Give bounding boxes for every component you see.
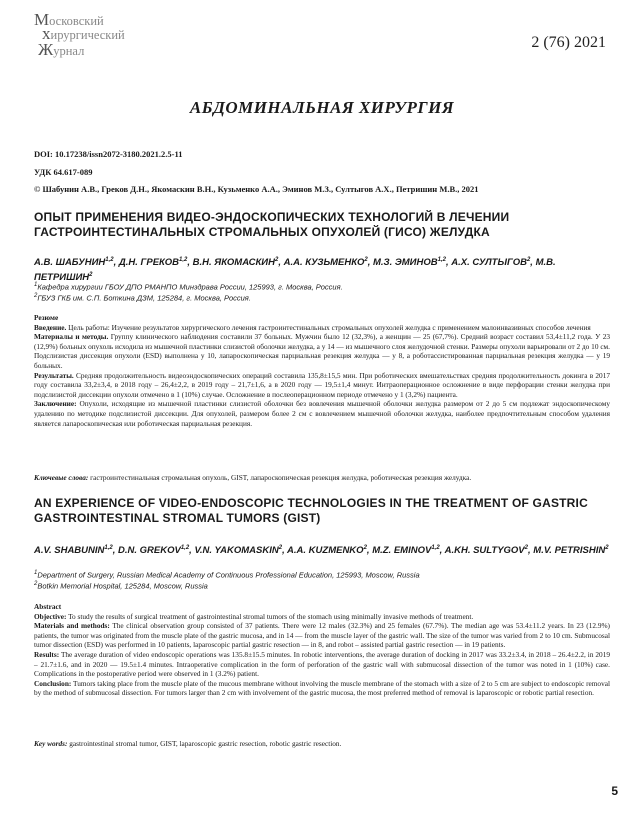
keywords-en: Key words: gastrointestinal stromal tumor, GIST, laparoscopic gastric resection, robotic gastric resection. <box>34 739 342 748</box>
abstract-ru: Резюме Введение. Цель работы: Изучение результатов хирургического лечения гастроинтестинальных стромальных опухолей желудка с применением малоинвазивных способов лечения Материалы и методы. Группу клинического наблюдения составили 37 больных. Мужчин было 12 (32,3%), а женщин — 25 (67,7%). Средний возраст составил 53,4±11,2 года. У 23 (12,9%) больных опухоль исходила из мышечной пластинки слизистой оболочки желудка, а у 14 — из мышечного слоя желудочной стенки. Размеры опухоли варьировали от 2 до 10 см. Подслизистая диссекция опухоли (ESD) выполнена у 10, лапароскопическая парциальная резекция желудка — у 8, а роботассистированная парциальная резекция желудка — у 19 больных. Результаты. Средняя продолжительность видеоэндоскопических операций составила 135,8±15,5 мин. При роботических вмешательствах средняя продолжительность докинга в 2017 году составила 33,2±3,4, в 2018 году – 26,4±2,2, в 2019 году – 21,7±1,6, а в 2020 году — 19,5±1,4 минут. Интраоперационное осложнение в виде перфорации стенки желудка при подслизистой диссекции опухоли отмечено в 1 (10%) случае. Осложнение в послеоперационном периоде отмечено у 1 (3,2%) пациента. Заключение: Опухоли, исходящие из мышечной пластинки слизистой оболочки без вовлечения мышечной оболочки желудка размером от 2 до 5 см подлежат эндоскопическому удалению по методике подслизистой диссекции. Для опухолей, размером более 2 см с вовлечением мышечной оболочки желудка, наиболее предпочтительным способом удаления является лапароскопическая или роботическая парциальная резекция. <box>34 313 611 428</box>
author: M.Z. EMINOV$^{1,2}$ <box>372 545 440 557</box>
author: M.V. PETRISHIN$^2$ <box>533 545 609 557</box>
authors-en: A.V. SHABUNIN$^{1,2}$, D.N. GREKOV$^{1,2}$, V.N. YAKOMASKIN$^2$, A.A. KUZMENKO$^2$, M.Z. EMINOV$^{1,2}$, A.KH. SULTYGOV$^2$, M.V. PETRISHIN$^2$ <box>34 545 609 557</box>
author: Д.Н. ГРЕКОВ$^{1,2}$ <box>118 257 188 269</box>
doi: DOI: 10.17238/issn2072-3180.2021.2.5-11 <box>34 149 183 159</box>
author: A.A. KUZMENKO$^2$ <box>287 545 367 557</box>
title-en: AN EXPERIENCE OF VIDEO-ENDOSCOPIC TECHNOLOGIES IN THE TREATMENT OF GASTRIC GASTROINTESTINAL STROMAL TUMORS (GIST) <box>34 496 588 525</box>
issue-number: 2 (76) 2021 <box>531 34 606 51</box>
affiliation-ru-2: $^2$ГБУЗ ГКБ им. С.П. Боткина ДЗМ, 125284, г. Москва, Россия. <box>34 293 251 303</box>
affiliation-ru-1: $^1$Кафедра хирургии ГБОУ ДПО РМАНПО Минздрава России, 125993, г. Москва, Россия. <box>34 282 343 292</box>
udk: УДК 64.617-089 <box>34 167 93 177</box>
journal-logo <box>34 10 164 66</box>
keywords-ru: Ключевые слова: гастроинтестинальная стромальная опухоль, GIST, лапароскопическая резекция желудка, роботическая резекция желудка. <box>34 473 472 482</box>
logo-line-1-rest: осковский <box>49 14 104 28</box>
author: A.V. SHABUNIN$^{1,2}$ <box>34 545 113 557</box>
abstract-en: Abstract Objective: To study the results of surgical treatment of gastrointestinal stromal tumors of the stomach using minimally invasive methods of treatment. Materials and methods: The clinical observation group consisted of 37 patients. There were 12 males (32.3%) and 25 females (67.7%). The median age was 53.4±11.2 years. In 23 (12.9%) patients, the tumor was originated from the muscle plate of the gastric mucosa, and in 14 — from the muscle layer of the gastric wall. The size of the tumor was varied from 2 to 10 cm. Submucosal tumor dissection (ESD) was performed in 10 patients, laparoscopic partial gastric resection — in 8, and robot – assisted partial gastric resection — in 19 patients. Results: The average duration of video endoscopic operations was 135.8±15.5 minutes. In robotic interventions, the average duration of docking in 2017 was 33.2±3.4, in 2018 – 26.4±2.2, in 2019 – 21.7±1.6, and in 2020 — 19.5±1.4 minutes. Intraoperative complication in the form of perforation of the gastric wall with submucosal dissection of the tumor was noted in 1 (10%) case. Complications in the postoperative period were observed in 1 (3.2%) patient. Conclusion: Tumors taking place from the muscle plate of the mucous membrane without involving the muscle membrane of the stomach with a size of 2 to 5 cm are subject to endoscopic removal by the method of submucosal dissection. For tumors larger than 2 cm with involvement of the gastric mucosa, the most preferred method of removal is laparoscopic or robotic partial resection. <box>34 602 610 698</box>
logo-line-2: хирургический <box>42 24 125 43</box>
title-ru: ОПЫТ ПРИМЕНЕНИЯ ВИДЕО-ЭНДОСКОПИЧЕСКИХ ТЕХНОЛОГИЙ В ЛЕЧЕНИИ ГАСТРОИНТЕСТИНАЛЬНЫХ СТРОМАЛЬНЫХ ОПУХОЛЕЙ (ГИСО) ЖЕЛУДКА <box>34 210 510 239</box>
logo-line-1: Московский <box>34 10 104 29</box>
author: V.N. YAKOMASKIN$^2$ <box>194 545 283 557</box>
affiliation-en-1: $^1$Department of Surgery, Russian Medical Academy of Continuous Professional Education, 125993, Moscow, Russia <box>34 570 420 580</box>
author: А.Х. СУЛТЫГОВ$^2$ <box>451 257 531 269</box>
page-number: 5 <box>611 784 618 798</box>
author: А.В. ШАБУНИН$^{1,2}$ <box>34 257 114 269</box>
abstract-heading: Резюме <box>34 313 59 322</box>
author: A.KH. SULTYGOV$^2$ <box>444 545 528 557</box>
section-title: АБДОМИНАЛЬНАЯ ХИРУРГИЯ <box>189 98 455 117</box>
authors-ru: А.В. ШАБУНИН$^{1,2}$, Д.Н. ГРЕКОВ$^{1,2}$, В.Н. ЯКОМАСКИН$^2$, А.А. КУЗЬМЕНКО$^2$, М.З. ЭМИНОВ$^{1,2}$, А.Х. СУЛТЫГОВ$^2$, М.В. ПЕТРИШИН$^2$ <box>34 257 556 284</box>
author: D.N. GREKOV$^{1,2}$ <box>118 545 190 557</box>
author: М.З. ЭМИНОВ$^{1,2}$ <box>372 257 446 269</box>
abstract-heading: Abstract <box>34 602 62 611</box>
affiliation-en-2: $^2$Botkin Memorial Hospital, 125284, Moscow, Russia <box>34 581 208 591</box>
logo-line-3: Журнал <box>38 40 85 59</box>
author: М.В. ПЕТРИШИН$^2$ <box>34 257 556 284</box>
author: А.А. КУЗЬМЕНКО$^2$ <box>283 257 368 269</box>
copyright: © Шабунин А.В., Греков Д.Н., Якомаскин В.Н., Кузьменко А.А., Эминов М.З., Султыгов А.Х., Петришин М.В., 2021 <box>34 184 479 194</box>
author: В.Н. ЯКОМАСКИН$^2$ <box>192 257 279 269</box>
